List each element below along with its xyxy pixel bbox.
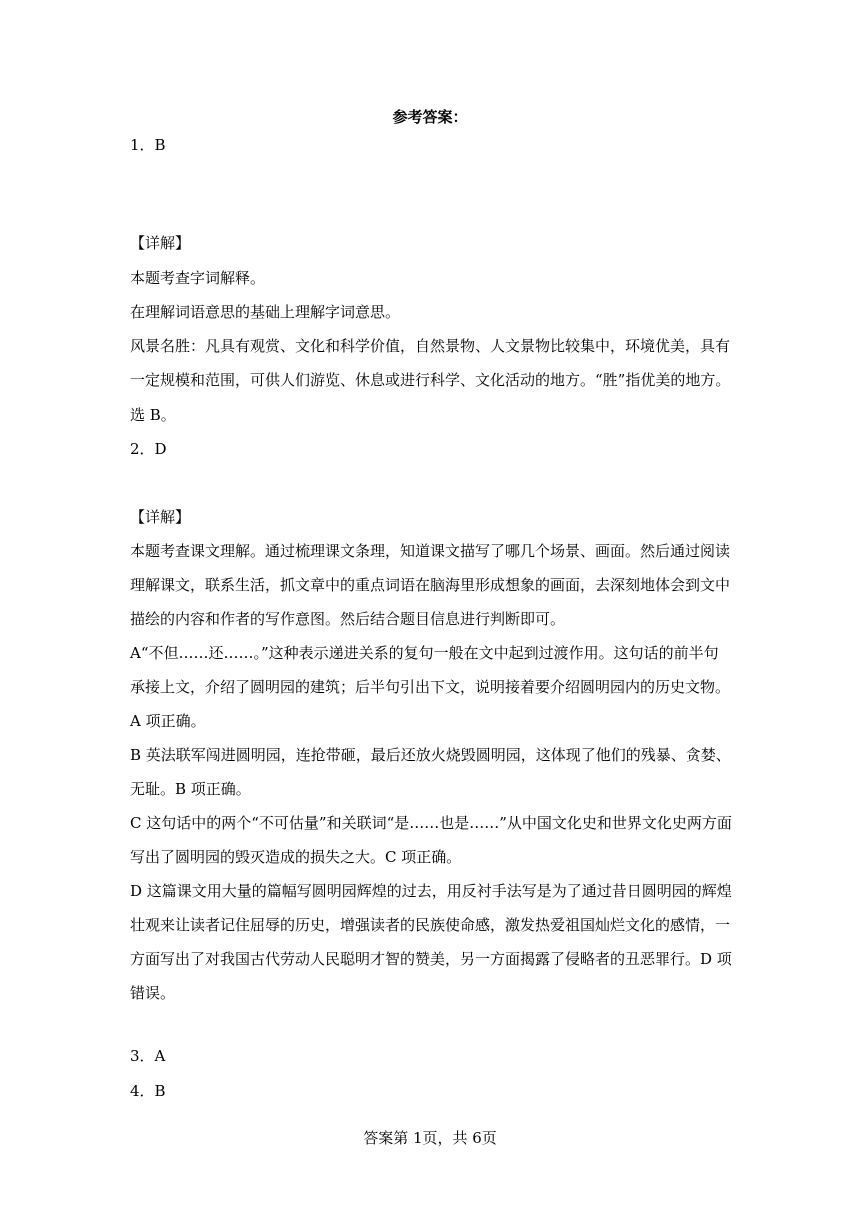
explanation-2-line: A 项正确。 xyxy=(130,712,206,730)
explanation-2-line: 承接上文，介绍了圆明园的建筑；后半句引出下文，说明接着要介绍圆明园内的历史文物。 xyxy=(130,678,731,696)
explanation-1-line: 选 B。 xyxy=(130,406,176,424)
explanation-2-line: D 这篇课文用大量的篇幅写圆明园辉煌的过去，用反衬手法写是为了通过昔日圆明园的辉煌 xyxy=(130,882,732,900)
answer-2: 2．D xyxy=(130,440,167,458)
explanation-2-line: 壮观来让读者记住屈辱的历史，增强读者的民族使命感，激发热爱祖国灿烂文化的感情，一 xyxy=(130,916,731,934)
explanation-2-line: 无耻。B 项正确。 xyxy=(130,780,251,798)
explanation-2-line: 描绘的内容和作者的写作意图。然后结合题目信息进行判断即可。 xyxy=(130,610,566,628)
explanation-2-line: 错误。 xyxy=(130,984,176,1002)
explanation-2-line: 方面写出了对我国古代劳动人民聪明才智的赞美，另一方面揭露了侵略者的丑恶罪行。D 项 xyxy=(130,950,732,968)
answer-4: 4．B xyxy=(130,1082,166,1100)
answer-3: 3．A xyxy=(130,1047,166,1065)
explanation-2-line: A“不但……还……。”这种表示递进关系的复句一般在文中起到过渡作用。这句话的前半句 xyxy=(130,644,719,662)
explanation-2-heading: 【详解】 xyxy=(130,508,191,526)
explanation-1-line: 本题考查字词解释。 xyxy=(130,269,266,287)
explanation-1-heading: 【详解】 xyxy=(130,234,191,252)
explanation-2-line: 理解课文，联系生活，抓文章中的重点词语在脑海里形成想象的画面，去深刻地体会到文中 xyxy=(130,576,731,594)
answer-1: 1．B xyxy=(130,136,166,154)
page-title: 参考答案： xyxy=(392,108,468,126)
explanation-2-line: 本题考查课文理解。通过梳理课文条理，知道课文描写了哪几个场景、画面。然后通过阅读 xyxy=(130,542,731,560)
explanation-2-line: B 英法联军闯进圆明园，连抢带砸，最后还放火烧毁圆明园，这体现了他们的残暴、贪婪、 xyxy=(130,746,731,764)
explanation-1-line: 风景名胜：凡具有观赏、文化和科学价值，自然景物、人文景物比较集中，环境优美，具有 xyxy=(130,337,731,355)
explanation-2-line: C 这句话中的两个“不可估量”和关联词“是……也是……”从中国文化史和世界文化史两方面 xyxy=(130,814,732,832)
explanation-1-line: 一定规模和范围，可供人们游览、休息或进行科学、文化活动的地方。“胜”指优美的地方。 xyxy=(130,371,731,389)
page-footer: 答案第 1页，共 6页 xyxy=(363,1129,497,1147)
explanation-1-line: 在理解词语意思的基础上理解字词意思。 xyxy=(130,303,401,321)
explanation-2-line: 写出了圆明园的毁灭造成的损失之大。C 项正确。 xyxy=(130,848,462,866)
